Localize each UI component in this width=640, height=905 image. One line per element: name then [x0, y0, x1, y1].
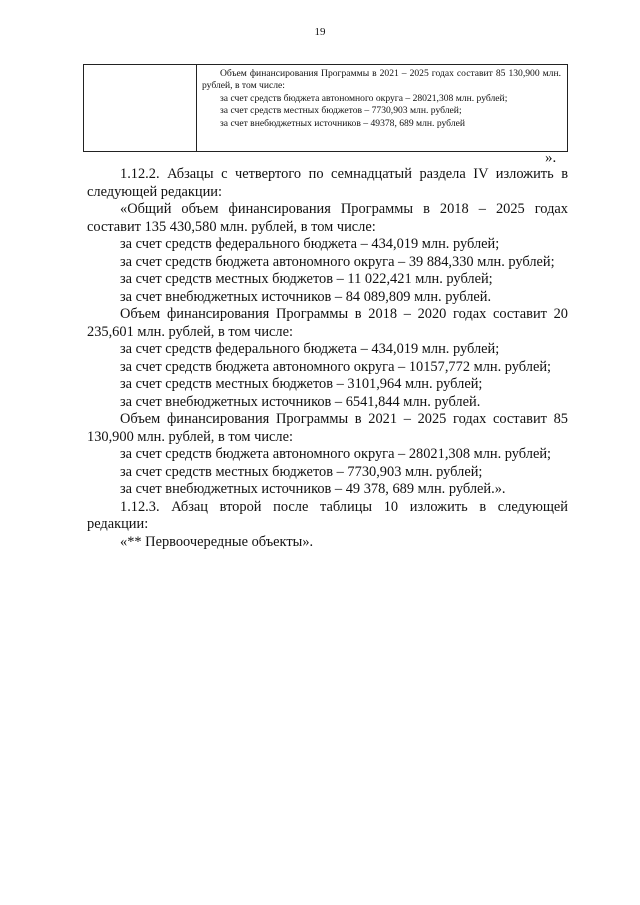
paragraph: за счет внебюджетных источников – 49 378, 689 млн. рублей.». [120, 481, 506, 497]
table-line: за счет средств местных бюджетов – 7730,903 млн. рублей; [220, 105, 462, 117]
paragraph: за счет внебюджетных источников – 6541,844 млн. рублей. [120, 393, 481, 410]
paragraph: за счет средств местных бюджетов – 7730,903 млн. рублей; [120, 463, 483, 480]
paragraph: за счет средств местных бюджетов – 3101,964 млн. рублей; [120, 376, 483, 392]
financing-table [83, 64, 568, 152]
paragraph: за счет средств местных бюджетов – 11 022,421 млн. рублей; [120, 271, 493, 287]
table-text-cell [197, 65, 567, 151]
paragraph: за счет средств бюджета автономного округа – 28021,308 млн. рублей; [120, 446, 552, 462]
table-line: за счет внебюджетных источников – 49378, 689 млн. рублей [220, 117, 465, 129]
paragraph: за счет средств федерального бюджета – 434,019 млн. рублей; [120, 236, 500, 252]
paragraph: за счет средств бюджета автономного округа – 10157,772 млн. рублей; [120, 358, 552, 375]
closing-quote-mark: ». [545, 150, 557, 166]
table-empty-cell [84, 65, 197, 151]
document-body [87, 166, 568, 551]
paragraph: за счет внебюджетных источников – 84 089,809 млн. рублей. [120, 288, 492, 305]
table-line: за счет средств бюджета автономного округа – 28021,308 млн. рублей; [220, 92, 508, 104]
page-number: 19 [314, 26, 326, 38]
paragraph: Объем финансирования Программы в 2021 – 2025 годах составит 85 130,900 млн. рублей, в том числе: [87, 411, 568, 445]
paragraph: за счет средств федерального бюджета – 434,019 млн. рублей; [120, 341, 500, 357]
paragraph-clause-1-12-3: 1.12.3. Абзац второй после таблицы 10 изложить в следующей редакции: [87, 498, 568, 532]
paragraph-clause-1-12-2: 1.12.2. Абзацы с четвертого по семнадцатый раздела IV изложить в следующей редакции: [87, 166, 568, 200]
paragraph: «Общий объем финансирования Программы в 2018 – 2025 годах составит 135 430,580 млн. рублей, в том числе: [87, 201, 568, 235]
paragraph: за счет средств бюджета автономного округа – 39 884,330 млн. рублей; [120, 253, 555, 270]
paragraph: Объем финансирования Программы в 2018 – 2020 годах составит 20 235,601 млн. рублей, в том числе: [87, 306, 568, 340]
paragraph: «** Первоочередные объекты». [120, 533, 314, 550]
table-line: Объем финансирования Программы в 2021 – 2025 годах составит 85 130,900 млн. рублей, в том числе: [202, 68, 561, 92]
